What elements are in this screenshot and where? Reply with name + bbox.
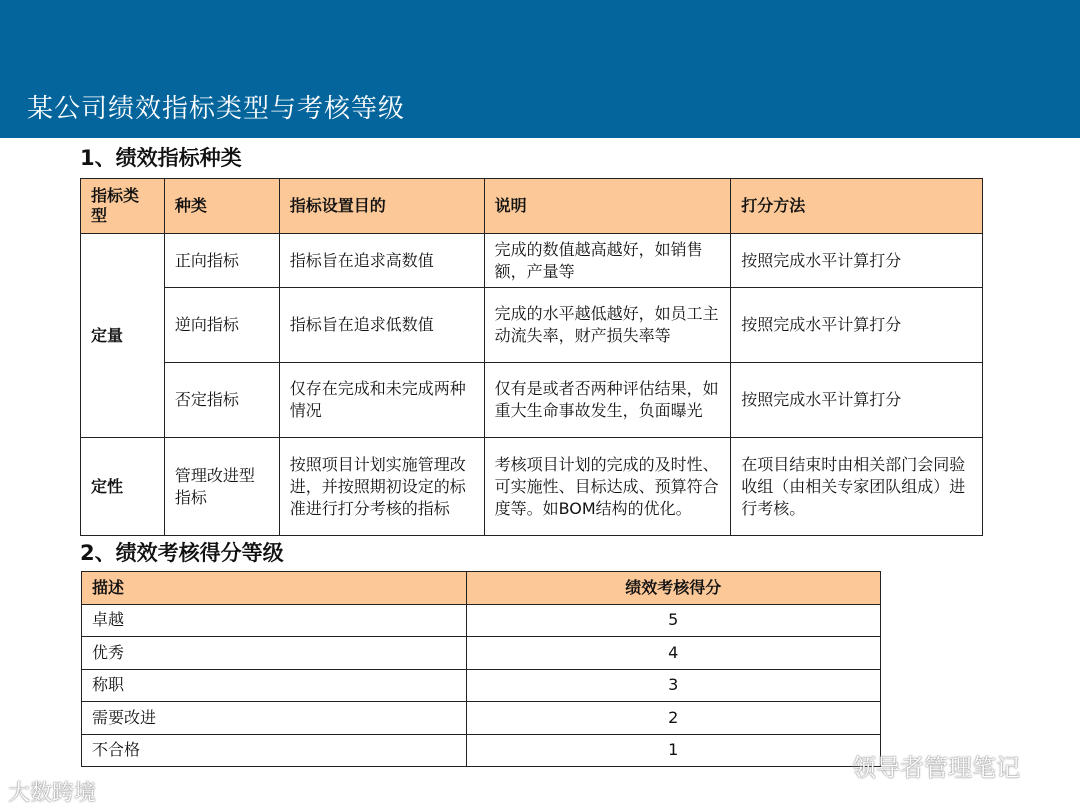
watermark-bottom-right: 领导者管理笔记 bbox=[852, 754, 1020, 782]
table-row bbox=[82, 734, 881, 767]
type-cell: 定量 bbox=[81, 234, 165, 438]
desc-cell: 完成的数值越高越好，如销售额，产量等 bbox=[484, 234, 731, 288]
header-cell: 描述 bbox=[82, 572, 467, 605]
table-row bbox=[82, 702, 881, 735]
kind-cell: 正向指标 bbox=[164, 234, 279, 288]
kind-cell: 管理改进型指标 bbox=[164, 438, 279, 536]
table-row bbox=[81, 234, 983, 288]
method-cell: 按照完成水平计算打分 bbox=[731, 234, 983, 288]
page-title: 某公司绩效指标类型与考核等级 bbox=[27, 94, 406, 124]
indicator-types-table bbox=[80, 178, 983, 536]
level-score: 2 bbox=[466, 702, 880, 735]
level-score: 3 bbox=[466, 669, 880, 702]
header-cell: 说明 bbox=[484, 179, 731, 234]
level-score: 4 bbox=[466, 637, 880, 670]
score-levels-table bbox=[81, 571, 881, 767]
header-cell: 种类 bbox=[164, 179, 279, 234]
level-label: 称职 bbox=[82, 669, 467, 702]
table-row bbox=[81, 288, 983, 363]
kind-cell: 否定指标 bbox=[164, 363, 279, 438]
method-cell: 按照完成水平计算打分 bbox=[731, 288, 983, 363]
header-cell: 绩效考核得分 bbox=[466, 572, 880, 605]
level-score: 1 bbox=[466, 734, 880, 767]
table-row bbox=[81, 363, 983, 438]
purpose-cell: 指标旨在追求低数值 bbox=[279, 288, 484, 363]
purpose-cell: 指标旨在追求高数值 bbox=[279, 234, 484, 288]
header-cell: 打分方法 bbox=[731, 179, 983, 234]
desc-cell: 考核项目计划的完成的及时性、可实施性、目标达成、预算符合度等。如BOM结构的优化。 bbox=[484, 438, 731, 536]
table-header-row bbox=[82, 572, 881, 605]
level-label: 卓越 bbox=[82, 604, 467, 637]
kind-cell: 逆向指标 bbox=[164, 288, 279, 363]
table-header-row bbox=[81, 179, 983, 234]
watermark-bottom-left: 大数跨境 bbox=[8, 781, 97, 806]
section1-heading: 1、绩效指标种类 bbox=[80, 146, 242, 170]
method-cell: 按照完成水平计算打分 bbox=[731, 363, 983, 438]
method-cell: 在项目结束时由相关部门会同验收组（由相关专家团队组成）进行考核。 bbox=[731, 438, 983, 536]
level-label: 需要改进 bbox=[82, 702, 467, 735]
desc-cell: 完成的水平越低越好，如员工主动流失率，财产损失率等 bbox=[484, 288, 731, 363]
table-row bbox=[82, 604, 881, 637]
header-cell: 指标类型 bbox=[81, 179, 165, 234]
table-row bbox=[81, 438, 983, 536]
level-label: 优秀 bbox=[82, 637, 467, 670]
purpose-cell: 仅存在完成和未完成两种情况 bbox=[279, 363, 484, 438]
level-label: 不合格 bbox=[82, 734, 467, 767]
purpose-cell: 按照项目计划实施管理改进，并按照期初设定的标准进行打分考核的指标 bbox=[279, 438, 484, 536]
desc-cell: 仅有是或者否两种评估结果，如重大生命事故发生，负面曝光 bbox=[484, 363, 731, 438]
type-cell: 定性 bbox=[81, 438, 165, 536]
table-row bbox=[82, 669, 881, 702]
section2-heading: 2、绩效考核得分等级 bbox=[80, 541, 284, 565]
level-score: 5 bbox=[466, 604, 880, 637]
table-row bbox=[82, 637, 881, 670]
header-cell: 指标设置目的 bbox=[279, 179, 484, 234]
